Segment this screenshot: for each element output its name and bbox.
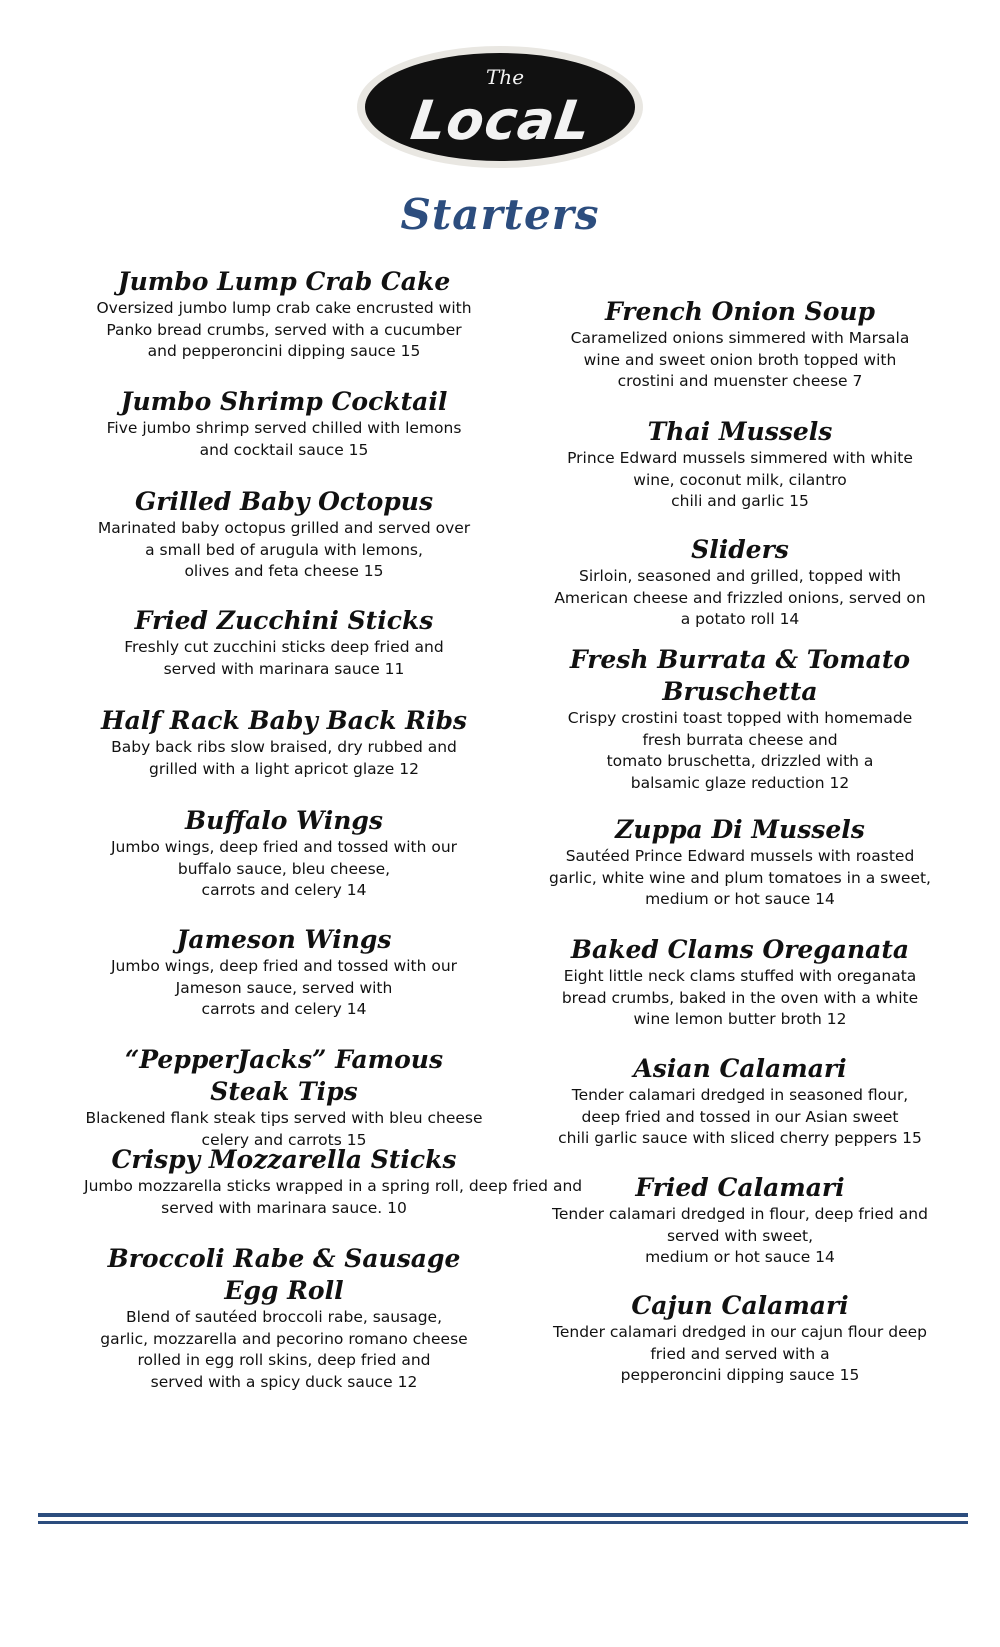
menu-item-description-line: Blend of sautéed broccoli rabe, sausage,	[125, 1308, 443, 1326]
menu-item-description-line: wine lemon butter broth 12	[633, 1010, 847, 1028]
menu-item-description-line: balsamic glaze reduction 12	[630, 773, 850, 792]
menu-item-description-line: Jumbo wings, deep fried and tossed with our	[110, 957, 458, 975]
menu-item-description-line: tomato bruschetta, drizzled with a	[606, 752, 874, 770]
menu-item-description-line: fresh burrata cheese and	[642, 730, 838, 749]
menu-item-description-line: deep fried and tossed in our Asian sweet	[581, 1107, 899, 1126]
menu-item-description-line: Baby back ribs slow braised, dry rubbed and	[111, 738, 457, 756]
menu-item-description-line: medium or hot sauce 14	[645, 890, 835, 908]
logo-main-text: LocaL	[407, 89, 596, 152]
menu-item-description-line: olives and feta cheese 15	[184, 562, 384, 580]
menu-item-description-line: and cocktail sauce 15	[199, 440, 369, 459]
menu-item-description	[84, 637, 484, 680]
menu-item-description-line: celery and carrots 15	[201, 1130, 367, 1149]
menu-item-description	[540, 1085, 940, 1150]
menu-item	[540, 534, 940, 631]
menu-item-description-line: carrots and celery 14	[201, 881, 367, 899]
menu-item-description-line: Crispy crostini toast topped with homemade	[567, 709, 913, 727]
menu-item-description-line: Sautéed Prince Edward mussels with roasted	[565, 847, 915, 865]
menu-item-description	[84, 956, 484, 1021]
menu-item-description-line: crostini and muenster cheese 7	[617, 372, 863, 390]
menu-item	[84, 605, 484, 680]
menu-item-name: Fried Calamari	[635, 1173, 845, 1202]
menu-item-name: Asian Calamari	[633, 1054, 847, 1083]
menu-item-description-line: chili and garlic 15	[671, 492, 809, 510]
menu-item-description	[540, 708, 940, 794]
menu-item-description	[540, 966, 940, 1031]
menu-item-description-line: rolled in egg roll skins, deep fried and	[137, 1351, 431, 1369]
menu-item-name: Grilled Baby Octopus	[134, 487, 434, 516]
logo-emblem	[355, 44, 645, 170]
menu-item	[84, 805, 484, 902]
logo-small-text: The	[485, 65, 525, 89]
menu-item-description-line: garlic, mozzarella and pecorino romano cheese	[100, 1329, 468, 1348]
menu-item-description-line: Jumbo wings, deep fried and tossed with our	[110, 838, 458, 856]
menu-item-name: Fried Zucchini Sticks	[134, 606, 434, 635]
menu-item-name: Baked Clams Oreganata	[570, 935, 910, 964]
page-title: Starters	[400, 190, 600, 239]
menu-item-description-line: wine, coconut milk, cilantro	[633, 470, 847, 489]
menu-item	[84, 1144, 583, 1219]
menu-item-description-line: served with sweet,	[666, 1226, 814, 1245]
menu-item-description	[540, 328, 940, 393]
menu-item	[540, 416, 940, 513]
menu-item-name: Thai Mussels	[647, 417, 833, 446]
menu-item-description-line: pepperoncini dipping sauce 15	[620, 1366, 860, 1384]
menu-item	[540, 814, 940, 911]
menu-item-description-line: chili garlic sauce with sliced cherry peppers 15	[558, 1129, 922, 1147]
menu-item-description-line: a small bed of arugula with lemons,	[145, 540, 423, 559]
menu-item-description-line: Jumbo mozzarella sticks wrapped in a spring roll, deep fried and	[84, 1177, 583, 1195]
menu-item	[540, 1172, 940, 1269]
menu-item-description-line: Jameson sauce, served with	[175, 978, 393, 997]
menu-item-description-line: a potato roll 14	[680, 610, 800, 628]
menu-item-name: Zuppa Di Mussels	[615, 815, 865, 844]
menu-item	[84, 1044, 484, 1151]
menu-item-description	[84, 1307, 484, 1393]
menu-item-description	[84, 1176, 583, 1219]
menu-item-description	[84, 837, 484, 902]
menu-item-description-line: medium or hot sauce 14	[645, 1248, 835, 1266]
restaurant-logo	[355, 44, 645, 170]
menu-item	[84, 705, 484, 780]
menu-item-description	[84, 737, 484, 780]
menu-item-description-line: Prince Edward mussels simmered with white	[567, 449, 913, 467]
menu-item	[84, 266, 484, 363]
menu-item	[540, 644, 940, 794]
menu-item-name: Crispy Mozzarella Sticks	[111, 1145, 457, 1174]
menu-item-description-line: served with marinara sauce 11	[163, 659, 405, 678]
menu-item-description	[84, 518, 484, 583]
menu-item-description-line: Tender calamari dredged in our cajun flour deep	[553, 1323, 927, 1341]
menu-item	[540, 1053, 940, 1150]
menu-item	[84, 924, 484, 1021]
menu-item-name: Jumbo Shrimp Cocktail	[120, 387, 448, 416]
menu-item-description-line: Blackened flank steak tips served with bleu cheese	[85, 1109, 483, 1127]
menu-item-name: Cajun Calamari	[631, 1291, 849, 1320]
menu-item	[540, 296, 940, 393]
menu-item-description	[84, 298, 484, 363]
menu-item-description-line: Eight little neck clams stuffed with oreganata	[563, 967, 917, 985]
menu-item-name: Broccoli Rabe & Sausage Egg Roll	[107, 1244, 461, 1305]
menu-item-description-line: Tender calamari dredged in seasoned flour,	[571, 1086, 909, 1104]
menu-item-description	[540, 846, 940, 911]
menu-item-description	[540, 1204, 940, 1269]
menu-item-name: Buffalo Wings	[185, 806, 383, 835]
menu-item-description-line: Marinated baby octopus grilled and served over	[97, 519, 471, 537]
menu-item	[540, 934, 940, 1031]
menu-item-description-line: American cheese and frizzled onions, served on	[554, 588, 926, 607]
menu-item-description	[84, 418, 484, 461]
menu-item-description-line: Sirloin, seasoned and grilled, topped with	[579, 567, 901, 585]
menu-item-description-line: garlic, white wine and plum tomatoes in a sweet,	[549, 868, 931, 887]
menu-item-description-line: served with marinara sauce. 10	[161, 1198, 407, 1217]
menu-item-description-line: Panko bread crumbs, served with a cucumber	[106, 320, 462, 339]
menu-item-description-line: Five jumbo shrimp served chilled with lemons	[106, 419, 462, 437]
menu-item-name: Sliders	[691, 535, 789, 564]
menu-item-name: French Onion Soup	[604, 297, 876, 326]
menu-item	[84, 486, 484, 583]
menu-item	[84, 386, 484, 461]
menu-item-description	[540, 566, 940, 631]
menu-item-name: Jameson Wings	[176, 925, 392, 954]
menu-item-description-line: Oversized jumbo lump crab cake encrusted with	[96, 299, 472, 317]
menu-item-description-line: Freshly cut zucchini sticks deep fried and	[124, 638, 444, 656]
menu-item-name: Half Rack Baby Back Ribs	[100, 706, 467, 735]
menu-item-name: Jumbo Lump Crab Cake	[117, 267, 451, 296]
menu-item	[84, 1243, 484, 1393]
menu-item-description-line: fried and served with a	[650, 1344, 830, 1363]
menu-item-description-line: carrots and celery 14	[201, 1000, 367, 1018]
footer-rule-top	[38, 1513, 968, 1517]
menu-item	[540, 1290, 940, 1387]
menu-item-name: Fresh Burrata & Tomato Bruschetta	[569, 645, 911, 706]
menu-item-description	[540, 448, 940, 513]
menu-item-description-line: Tender calamari dredged in flour, deep fried and	[552, 1205, 928, 1223]
menu-item-name: “PepperJacks” Famous Steak Tips	[124, 1045, 444, 1106]
menu-item-description-line: buffalo sauce, bleu cheese,	[177, 859, 391, 878]
menu-item-description-line: wine and sweet onion broth topped with	[583, 350, 897, 369]
menu-item-description-line: bread crumbs, baked in the oven with a white	[561, 988, 919, 1007]
menu-item-description	[540, 1322, 940, 1387]
menu-item-description-line: and pepperoncini dipping sauce 15	[147, 342, 421, 360]
menu-item-description-line: served with a spicy duck sauce 12	[150, 1372, 418, 1391]
menu-item-description-line: grilled with a light apricot glaze 12	[149, 759, 419, 778]
menu-item-description-line: Caramelized onions simmered with Marsala	[570, 329, 910, 347]
footer-rule-bottom	[38, 1521, 968, 1524]
